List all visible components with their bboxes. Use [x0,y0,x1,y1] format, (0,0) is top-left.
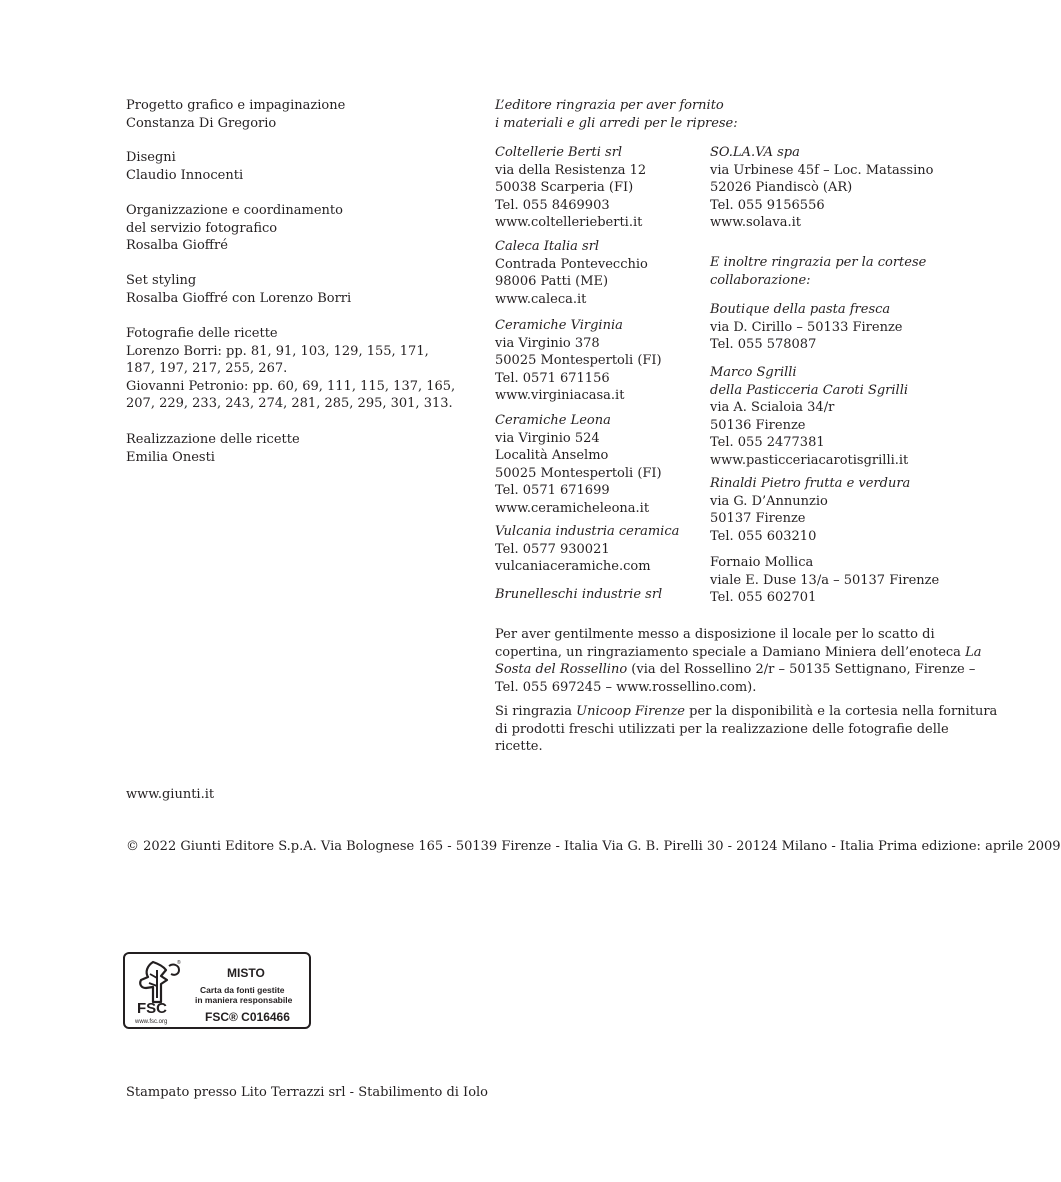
supplier-line: 98006 Patti (ME) [495,274,609,289]
collaborator-sgrilli [710,364,908,469]
collaborator-line: via A. Scialoia 34/r [710,400,835,415]
paragraph-line: di prodotti freschi utilizzati per la realizzazione delle fotografie delle ricette. [495,721,949,754]
ack-intro-line: collaborazione: [710,272,811,288]
address-line: Via G. B. Pirelli 30 - 20124 Milano - Italia [602,839,875,854]
ack-intro [495,97,738,132]
paragraph-line [495,704,997,719]
supplier-line: via Urbinese 45f – Loc. Matassino [710,162,934,178]
credit-drawings [126,149,243,184]
supplier-line: www.ceramicheleona.it [495,500,650,516]
credit-design [126,97,345,132]
collaborator-line: 50136 Firenze [710,417,806,433]
fsc-url: www.fsc.org [135,1019,168,1025]
collaborator-line: via G. D’Annunzio [710,493,828,509]
collaborator-line: Tel. 055 603210 [710,528,817,544]
credit-title: Progetto grafico e impaginazione [126,98,346,113]
address-line: Via Bolognese 165 - 50139 Firenze - Italia [320,839,599,854]
supplier-line: Tel. 055 9156556 [710,197,825,213]
paragraph-line: di copertina, un ringraziamento speciale a Damiano Miniera dell’enoteca [495,627,961,660]
supplier-line: www.virginiacasa.it [495,388,625,403]
credit-line: Lorenzo Borri: pp. 81, 91, 103, 129, 155, 171, [126,343,429,359]
collaborator-line: www.pasticceriacarotisgrilli.it [710,452,909,468]
collaborator-mollica [710,554,939,607]
supplier-line: vulcaniaceramiche.com [495,559,651,574]
supplier-name: Coltellerie Berti srl [495,145,623,160]
supplier-line: Località Anselmo [495,448,609,463]
supplier-berti [495,144,646,232]
supplier-line: www.caleca.it [495,291,587,307]
supplier-caleca [495,238,648,308]
supplier-virginia [495,317,662,405]
collaborator-line: 50137 Firenze [710,511,806,526]
supplier-line: Tel. 0571 671156 [495,370,610,386]
publisher-website: www.giunti.it [126,787,215,802]
venue-name: La Sosta del Rossellino [495,644,982,677]
credit-title: Disegni [126,150,176,165]
supplier-name: Caleca Italia srl [495,239,600,254]
credit-photography [126,325,455,413]
credit-recipes [126,431,300,466]
fsc-tree-icon [133,958,183,1004]
collaborator-name: Fornaio Mollica [710,555,814,570]
ack-collaboration-intro [710,254,926,289]
supplier-line: Tel. 0577 930021 [495,541,610,557]
supplier-line: Tel. 055 8469903 [495,197,610,213]
supplier-line: via Virginio 524 [495,430,600,446]
supplier-solava [710,144,933,232]
credit-styling [126,272,351,307]
collaborator-line: Tel. 055 2477381 [710,435,825,450]
credit-title: Organizzazione e coordinamento [126,203,343,218]
fsc-license-code: FSC® C016466 [205,1010,290,1024]
company-name: Unicoop Firenze [576,704,685,719]
credit-organization [126,202,343,255]
fsc-description: in maniera responsabile [195,995,293,1005]
ack-intro-line: L’editore ringrazia per aver fornito [495,98,724,113]
supplier-line: 52026 Piandiscò (AR) [710,180,853,195]
edition-line: Prima edizione: aprile 2009 [878,839,1061,854]
collaborator-line: Tel. 055 578087 [710,337,817,352]
credit-name: Claudio Innocenti [126,167,244,183]
credit-name: Emilia Onesti [126,449,215,465]
collaborator-line: Tel. 055 602701 [710,590,817,605]
supplier-name: Ceramiche Leona [495,413,611,428]
supplier-name: SO.LA.VA spa [710,145,800,160]
fsc-certification-logo [123,952,311,1029]
supplier-line: 50038 Scarperia (FI) [495,180,634,195]
supplier-name: Vulcania industria ceramica [495,524,680,539]
supplier-name: Ceramiche Virginia [495,318,623,333]
collaborator-name: della Pasticceria Caroti Sgrilli [710,382,909,398]
fsc-description: Carta da fonti gestite [200,985,285,995]
supplier-line: www.coltellerieberti.it [495,215,643,230]
credit-line: 187, 197, 217, 255, 267. [126,361,288,376]
supplier-line: Contrada Pontevecchio [495,256,648,272]
supplier-line: 50025 Montespertoli (FI) [495,353,662,368]
ack-intro-line: i materiali e gli arredi per le riprese: [495,115,738,131]
supplier-name: Brunelleschi industrie srl [495,587,663,602]
special-thanks-paragraph [495,626,1000,696]
paragraph-text: per la disponibilità e la cortesia nella fornitura [685,704,998,719]
supplier-line: 50025 Montespertoli (FI) [495,465,662,481]
svg-text:®: ® [177,960,181,966]
paragraph-text: Si ringrazia [495,704,577,719]
collaborator-boutique [710,301,902,354]
collaborator-name: Rinaldi Pietro frutta e verdura [710,476,911,491]
credit-name: Rosalba Gioffré [126,238,228,253]
unicoop-thanks-paragraph [495,703,1000,756]
printer-info: Stampato presso Lito Terrazzi srl - Stabilimento di Iolo [126,1085,489,1100]
supplier-line: www.solava.it [710,215,801,230]
credit-name: Rosalba Gioffré con Lorenzo Borri [126,290,352,306]
supplier-line: via Virginio 378 [495,335,600,351]
collaborator-name: Marco Sgrilli [710,365,797,380]
collaborator-name: Boutique della pasta fresca [710,302,891,317]
supplier-line: via della Resistenza 12 [495,162,647,178]
publisher-info [126,838,1061,856]
collaborator-line: viale E. Duse 13/a – 50137 Firenze [710,572,940,588]
supplier-brunelleschi [495,586,662,604]
credit-line: 207, 229, 233, 243, 274, 281, 285, 295, 301, 313. [126,396,453,411]
supplier-leona [495,412,662,517]
credit-title: Fotografie delle ricette [126,326,278,341]
collaborator-rinaldi [710,475,910,545]
ack-intro-line: E inoltre ringrazia per la cortese [710,255,927,270]
credit-title: del servizio fotografico [126,220,278,236]
credit-name: Constanza Di Gregorio [126,115,277,131]
credit-title: Set styling [126,273,197,288]
copyright-line: © 2022 Giunti Editore S.p.A. [126,839,317,854]
credit-line: Giovanni Petronio: pp. 60, 69, 111, 115, 137, 165, [126,378,456,394]
paragraph-text: (via del Rossellino 2/r – 50135 Settignano, [627,662,911,677]
paragraph-line: Per aver gentilmente messo a disposizione il locale per lo scatto [495,627,918,642]
paragraph-line: Firenze – Tel. 055 697245 – www.rossellino.com). [495,662,976,695]
collaborator-line: via D. Cirillo – 50133 Firenze [710,319,903,335]
credit-title: Realizzazione delle ricette [126,432,300,447]
supplier-vulcania [495,523,679,576]
fsc-label: MISTO [227,966,265,980]
fsc-letters: FSC [137,1000,167,1017]
supplier-line: Tel. 0571 671699 [495,483,610,498]
